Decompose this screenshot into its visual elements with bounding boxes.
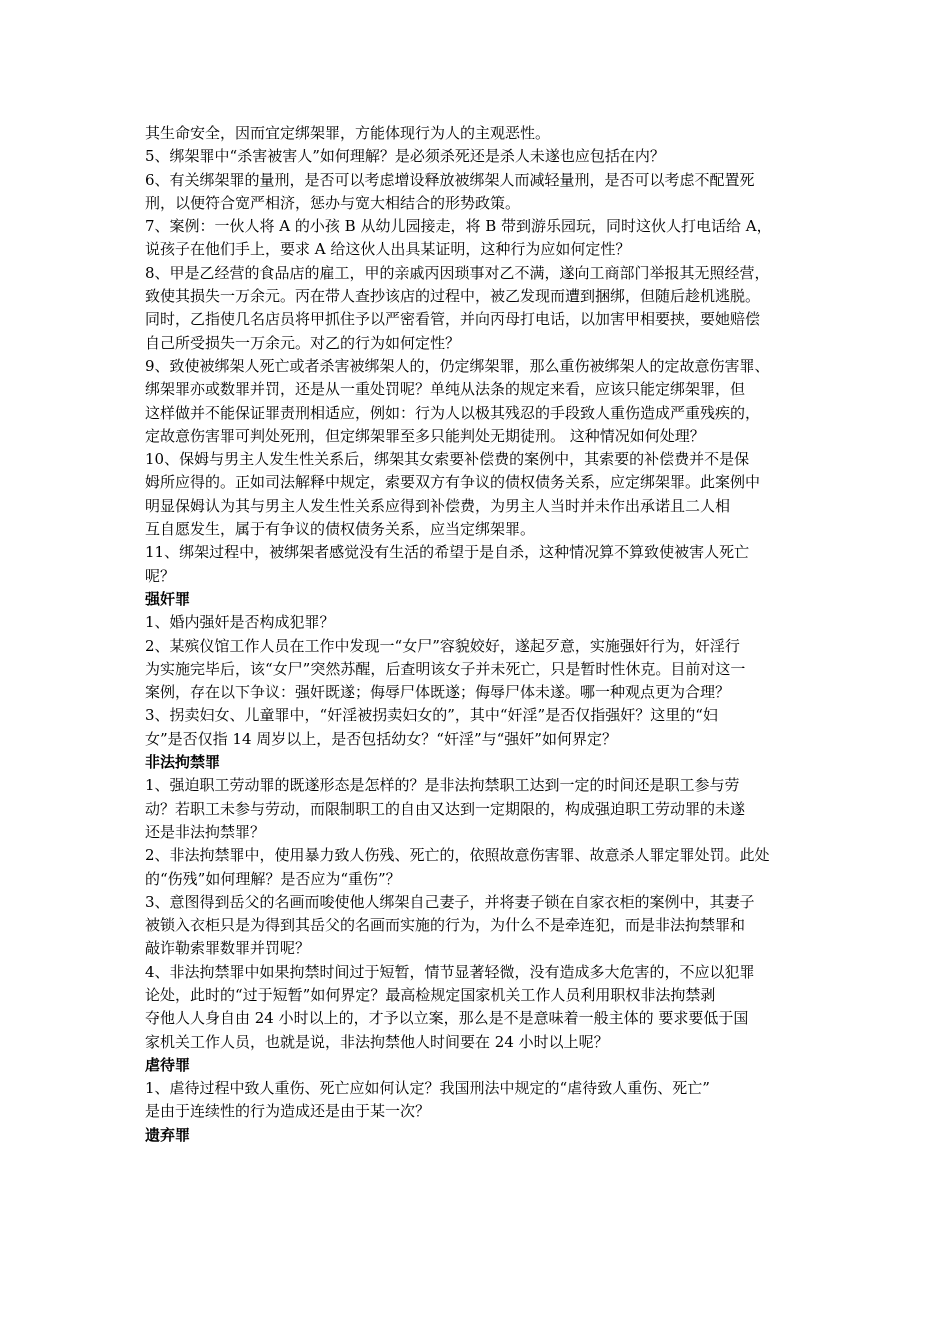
text-line: 1、虐待过程中致人重伤、死亡应如何认定？我国刑法中规定的“虐待致人重伤、死亡” bbox=[145, 1079, 710, 1098]
paragraph bbox=[145, 169, 811, 216]
text-line: 明显保姆认为其与男主人发生性关系应得到补偿费，为男主人当时并未作出承诺且二人相 bbox=[145, 496, 731, 515]
text-line: 是由于连续性的行为造成还是由于某一次？ bbox=[145, 1102, 431, 1121]
text-line: 刑，以便符合宽严相济，惩办与宽大相结合的形势政策。 bbox=[145, 193, 521, 212]
text-line: 4、非法拘禁罪中如果拘禁时间过于短暂，情节显著轻微，没有造成多大危害的，不应以犯罪 bbox=[145, 962, 755, 981]
text-line: 说孩子在他们手上，要求 A 给这伙人出具某证明，这种行为应如何定性？ bbox=[145, 240, 631, 259]
text-line: 呢？ bbox=[145, 566, 176, 585]
paragraph bbox=[145, 611, 811, 634]
text-line: 其生命安全，因而宜定绑架罪，方能体现行为人的主观恶性。 bbox=[145, 124, 551, 142]
text-line: 10、保姆与男主人发生性关系后，绑架其女索要补偿费的案例中，其索要的补偿费并不是保 bbox=[145, 450, 750, 469]
text-line: 敲诈勒索罪数罪并罚呢？ bbox=[145, 939, 311, 958]
text-line: 强奸罪 bbox=[145, 589, 191, 608]
section-heading bbox=[145, 1124, 811, 1147]
text-line: 11、绑架过程中，被绑架者感觉没有生活的希望于是自杀，这种情况算不算致使被害人死亡 bbox=[145, 543, 750, 562]
text-line: 女”是否仅指 14 周岁以上，是否包括幼女？“奸淫”与“强奸”如何界定？ bbox=[145, 729, 617, 748]
paragraph bbox=[145, 262, 811, 355]
document-page bbox=[145, 122, 811, 1147]
text-line: 绑架罪亦或数罪并罚，还是从一重处罚呢？单纯从法条的规定来看，应该只能定绑架罪，但 bbox=[145, 380, 746, 399]
text-line: 非法拘禁罪 bbox=[145, 753, 221, 772]
paragraph bbox=[145, 145, 811, 168]
text-line: 论处，此时的“过于短暂”如何界定？最高检规定国家机关工作人员利用职权非法拘禁剥 bbox=[145, 985, 716, 1004]
paragraph bbox=[145, 355, 811, 448]
text-line: 互自愿发生，属于有争议的债权债务关系，应当定绑架罪。 bbox=[145, 520, 536, 539]
section-heading bbox=[145, 1054, 811, 1077]
paragraph bbox=[145, 122, 811, 145]
paragraph bbox=[145, 891, 811, 961]
text-line: 1、婚内强奸是否构成犯罪？ bbox=[145, 613, 335, 632]
text-line: 定故意伤害罪可判处死刑，但定绑架罪至多只能判处无期徒刑。 这种情况如何处理？ bbox=[145, 426, 705, 445]
paragraph bbox=[145, 844, 811, 891]
text-line: 为实施完毕后，该“女尸”突然苏醒，后查明该女子并未死亡，只是暂时性休克。目前对这一 bbox=[145, 659, 746, 678]
paragraph bbox=[145, 774, 811, 844]
text-line: 夺他人人身自由 24 小时以上的，才予以立案，那么是不是意味着一般主体的 要求要低于国 bbox=[145, 1009, 749, 1028]
paragraph bbox=[145, 635, 811, 705]
text-line: 这样做并不能保证罪责刑相适应，例如：行为人以极其残忍的手段致人重伤造成严重残疾的， bbox=[145, 403, 761, 422]
text-line: 2、非法拘禁罪中，使用暴力致人伤残、死亡的，依照故意伤害罪、故意杀人罪定罪处罚。此处 bbox=[145, 846, 770, 865]
text-line: 3、意图得到岳父的名画而唆使他人绑架自己妻子，并将妻子锁在自家衣柜的案例中，其妻子 bbox=[145, 892, 755, 911]
text-line: 5、绑架罪中“杀害被害人”如何理解？是必须杀死还是杀人未遂也应包括在内？ bbox=[145, 147, 665, 166]
text-line: 还是非法拘禁罪？ bbox=[145, 822, 266, 841]
text-line: 姆所应得的。正如司法解释中规定，索要双方有争议的债权债务关系，应定绑架罪。此案例中 bbox=[145, 473, 761, 492]
paragraph bbox=[145, 1077, 811, 1124]
text-line: 家机关工作人员，也就是说，非法拘禁他人时间要在 24 小时以上呢？ bbox=[145, 1032, 609, 1051]
text-line: 被锁入衣柜只是为得到其岳父的名画而实施的行为，为什么不是牵连犯，而是非法拘禁罪和 bbox=[145, 916, 746, 935]
paragraph bbox=[145, 448, 811, 541]
paragraph bbox=[145, 541, 811, 588]
text-line: 自己所受损失一万余元。对乙的行为如何定性？ bbox=[145, 333, 461, 352]
text-line: 6、有关绑架罪的量刑，是否可以考虑增设释放被绑架人而减轻量刑，是否可以考虑不配置死 bbox=[145, 170, 755, 189]
text-line: 同时，乙指使几名店员将甲抓住予以严密看管，并向丙母打电话，以加害甲相要挟，要她赔偿 bbox=[145, 310, 761, 329]
text-line: 1、强迫职工劳动罪的既遂形态是怎样的？是非法拘禁职工达到一定的时间还是职工参与劳 bbox=[145, 776, 740, 795]
text-line: 动？若职工未参与劳动，而限制职工的自由又达到一定期限的，构成强迫职工劳动罪的未遂 bbox=[145, 799, 746, 818]
text-line: 8、甲是乙经营的食品店的雇工，甲的亲戚丙因琐事对乙不满，遂向工商部门举报其无照经营， bbox=[145, 263, 770, 282]
text-line: 7、案例：一伙人将 A 的小孩 B 从幼儿园接走，将 B 带到游乐园玩，同时这伙人打电话给 A， bbox=[145, 217, 772, 236]
text-line: 2、某殡仪馆工作人员在工作中发现一“女尸”容貌姣好，遂起歹意，实施强奸行为，奸淫行 bbox=[145, 636, 740, 655]
text-line: 3、拐卖妇女、儿童罪中，“奸淫被拐卖妇女的”，其中“奸淫”是否仅指强奸？这里的“妇 bbox=[145, 706, 718, 725]
text-line: 虐待罪 bbox=[145, 1055, 191, 1074]
section-heading bbox=[145, 751, 811, 774]
text-line: 的“伤残”如何理解？是否应为“重伤”？ bbox=[145, 869, 401, 888]
text-line: 遗弃罪 bbox=[145, 1125, 191, 1144]
section-heading bbox=[145, 588, 811, 611]
text-line: 案例，存在以下争议：强奸既遂；侮辱尸体既遂；侮辱尸体未遂。哪一种观点更为合理？ bbox=[145, 683, 731, 702]
paragraph bbox=[145, 215, 811, 262]
text-line: 致使其损失一万余元。丙在带人查抄该店的过程中，被乙发现而遭到捆绑，但随后趁机逃脱。 bbox=[145, 287, 761, 306]
text-line: 9、致使被绑架人死亡或者杀害被绑架人的，仍定绑架罪，那么重伤被绑架人的定故意伤害罪、 bbox=[145, 356, 770, 375]
paragraph bbox=[145, 704, 811, 751]
paragraph bbox=[145, 961, 811, 1054]
